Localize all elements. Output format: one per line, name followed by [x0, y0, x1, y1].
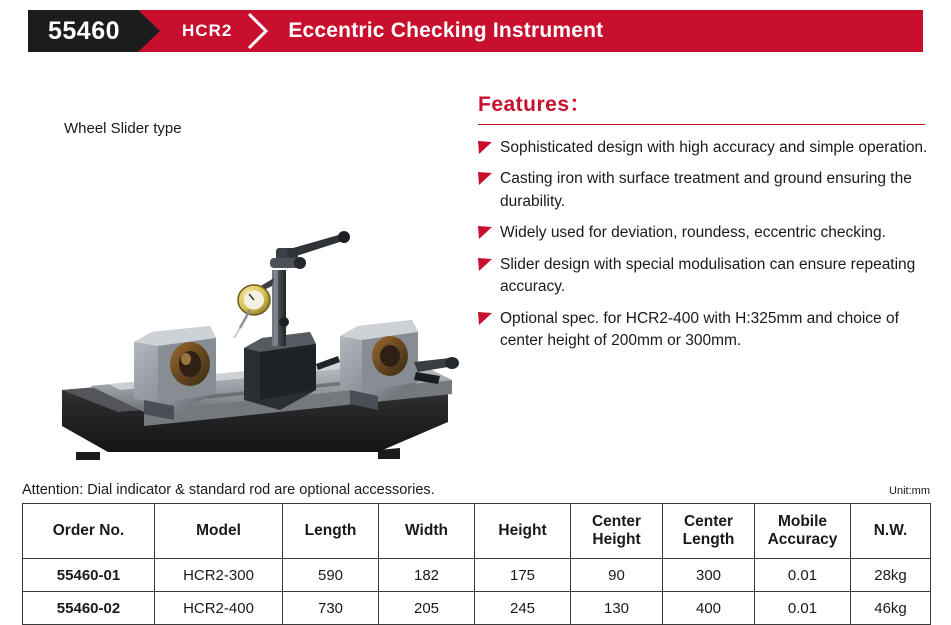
list-item: [478, 222, 928, 244]
column-header-length: Length: [283, 504, 379, 559]
column-header-center-height: [571, 504, 663, 559]
column-header-nw: N.W.: [851, 504, 931, 559]
column-header-center-length: [663, 504, 755, 559]
feature-text: Sophisticated design with high accuracy and simple operation.: [500, 139, 928, 156]
feature-text: Casting iron with surface treatment and ground ensuring the durability.: [500, 170, 912, 210]
code-arrow-icon: [138, 10, 160, 52]
header-line-1: Center: [683, 513, 734, 531]
cell-nw: 46kg: [851, 592, 931, 625]
attention-row: [22, 482, 930, 498]
triangle-bullet-icon: [478, 172, 492, 190]
product-code: 55460: [28, 10, 138, 52]
header-line-2: Height: [592, 531, 641, 548]
page-header: [28, 10, 923, 52]
cell-height: 245: [475, 592, 571, 625]
cell-mobile-accuracy: 0.01: [755, 559, 851, 592]
header-line-2: Length: [682, 531, 735, 548]
table-row: [23, 559, 931, 592]
cell-center-height: 90: [571, 559, 663, 592]
feature-text: Slider design with special modulisation can ensure repeating accuracy.: [500, 255, 916, 296]
cell-order-no: 55460-01: [23, 559, 155, 592]
cell-center-height: 130: [571, 592, 663, 625]
cell-width: 205: [379, 592, 475, 625]
cell-length: 590: [283, 559, 379, 592]
attention-note: Attention: Dial indicator & standard rod are optional accessories.: [22, 482, 435, 498]
cell-width: 182: [379, 559, 475, 592]
cell-center-length: 300: [663, 559, 755, 592]
header-line-1: Mobile: [777, 513, 828, 531]
specification-table: [22, 503, 931, 625]
triangle-bullet-icon: [478, 258, 492, 276]
header-banner: [138, 10, 923, 52]
feature-text: Optional spec. for HCR2-400 with H:325mm and choice of center height of 200mm or 300mm.: [500, 309, 899, 350]
column-header-height: Height: [475, 504, 571, 559]
product-caption: Wheel Slider type: [64, 120, 182, 137]
column-header-order-no: Order No.: [23, 504, 155, 559]
cell-mobile-accuracy: 0.01: [755, 592, 851, 625]
column-header-width: Width: [379, 504, 475, 559]
column-header-model: Model: [155, 504, 283, 559]
page-title: Eccentric Checking Instrument: [288, 19, 604, 42]
list-item: [478, 254, 928, 299]
cell-order-no: 55460-02: [23, 592, 155, 625]
chevron-right-icon: [246, 10, 272, 52]
header-line-1: Center: [591, 513, 642, 531]
feature-text: Widely used for deviation, roundess, eccentric checking.: [500, 224, 886, 242]
features-section: [478, 88, 928, 362]
cell-length: 730: [283, 592, 379, 625]
cell-model: HCR2-400: [155, 592, 283, 625]
column-header-mobile-accuracy: [755, 504, 851, 559]
list-item: [478, 137, 928, 159]
features-heading: Features：: [478, 93, 592, 116]
header-line-2: Accuracy: [767, 531, 838, 548]
triangle-bullet-icon: [478, 312, 492, 330]
cell-center-length: 400: [663, 592, 755, 625]
model-series-label: HCR2: [182, 21, 233, 40]
list-item: [478, 308, 928, 353]
cell-height: 175: [475, 559, 571, 592]
table-header-row: [23, 504, 931, 559]
cell-nw: 28kg: [851, 559, 931, 592]
table-row: [23, 592, 931, 625]
triangle-bullet-icon: [478, 141, 492, 159]
features-divider: [478, 124, 925, 125]
eccentric-checking-instrument-photo: [48, 150, 468, 460]
triangle-bullet-icon: [478, 226, 492, 244]
unit-label: Unit:mm: [889, 485, 930, 497]
product-image-area: [28, 70, 468, 470]
list-item: [478, 168, 928, 213]
cell-model: HCR2-300: [155, 559, 283, 592]
